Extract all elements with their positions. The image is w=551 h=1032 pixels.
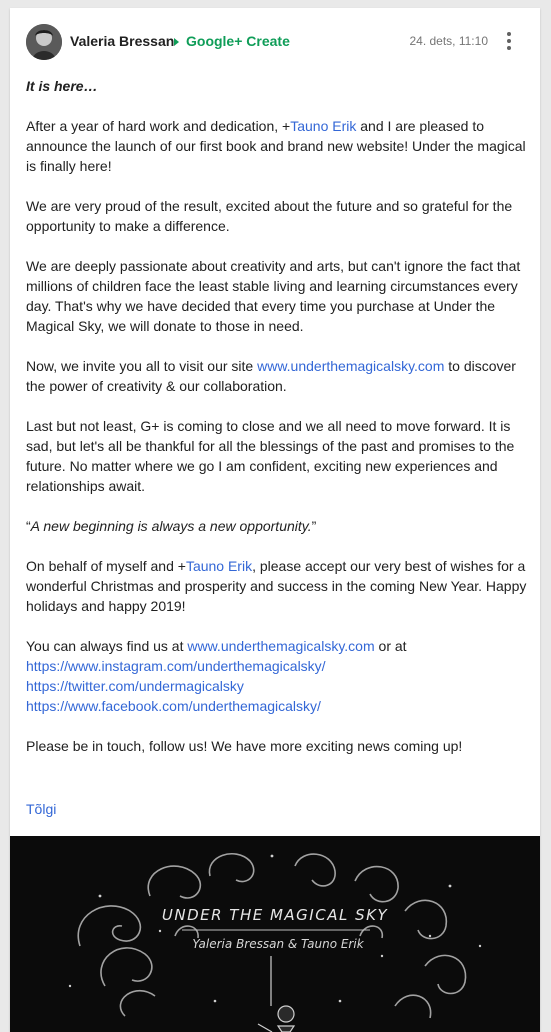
paragraph-links: [26, 636, 528, 716]
paragraph-proud: We are very proud of the result, excited about the future and so grateful for the opportunity to make a difference.: [26, 198, 513, 234]
more-vertical-icon[interactable]: [504, 32, 514, 50]
menu-dot: [507, 39, 511, 43]
post-image[interactable]: [10, 836, 540, 1032]
image-subtitle: Yaleria Bressan & Tauno Erik: [192, 937, 364, 951]
post-body: [26, 76, 528, 776]
caret-right-icon: [174, 38, 179, 46]
twitter-link[interactable]: https://twitter.com/undermagicalsky: [26, 678, 244, 694]
website-link[interactable]: www.underthemagicalsky.com: [187, 638, 375, 654]
menu-dot: [507, 32, 511, 36]
image-title: UNDER THE MAGICAL SKY: [161, 906, 389, 924]
mention-tauno-erik[interactable]: Tauno Erik: [290, 118, 357, 134]
author-name[interactable]: Valeria Bressan: [70, 33, 175, 49]
translate-link[interactable]: Tõlgi: [26, 801, 57, 817]
paragraph-quote: [26, 516, 528, 536]
text: and I are pleased to announce the launch of our first book and brand new website! Under the magical is finally here!: [26, 118, 526, 174]
avatar-icon[interactable]: [26, 24, 62, 60]
text: On behalf of myself and +: [26, 558, 186, 574]
paragraph-follow: Please be in touch, follow us! We have more exciting news coming up!: [26, 738, 463, 754]
text: You can always find us at: [26, 638, 188, 654]
post-card: [10, 8, 540, 1032]
mention-tauno-erik[interactable]: Tauno Erik: [185, 558, 253, 574]
instagram-link[interactable]: https://www.instagram.com/underthemagicalsky/: [26, 658, 326, 674]
text: After a year of hard work and dedication, +: [26, 118, 291, 134]
website-link[interactable]: www.underthemagicalsky.com: [257, 358, 445, 374]
community-link[interactable]: Google+ Create: [186, 33, 290, 49]
paragraph-passion: We are deeply passionate about creativity and arts, but can't ignore the fact that millions of children face the least stable living and learning circumstances every day. That's why we have decided that every time you purchase at Under the Magical Sky, we will donate to those in need.: [26, 258, 521, 334]
text: Now, we invite you all to visit our site: [26, 358, 258, 374]
text: or at: [374, 638, 407, 654]
menu-dot: [507, 46, 511, 50]
quote-open: “: [26, 518, 31, 534]
facebook-link[interactable]: https://www.facebook.com/underthemagicalsky/: [26, 698, 321, 714]
text: , please accept our very best of wishes for a wonderful Christmas and prosperity and success in the coming New Year. Happy holidays and happy 2019!: [26, 558, 527, 614]
post-header: [10, 8, 540, 76]
paragraph-invite: [26, 356, 528, 396]
text: to discover the power of creativity & our collaboration.: [26, 358, 516, 394]
post-timestamp[interactable]: 24. dets, 11:10: [409, 34, 488, 48]
paragraph-announcement: [26, 116, 528, 176]
quote-text: A new beginning is always a new opportunity.: [30, 518, 312, 534]
paragraph-wishes: [26, 556, 528, 616]
post-title: It is here…: [26, 78, 98, 94]
paragraph-closing: Last but not least, G+ is coming to close and we all need to move forward. It is sad, but let's all be thankful for all the blessings of the past and promises to the future. No matter where we go I am confident, exciting new experiences and relationships await.: [26, 418, 515, 494]
quote-close: ”: [311, 518, 317, 534]
